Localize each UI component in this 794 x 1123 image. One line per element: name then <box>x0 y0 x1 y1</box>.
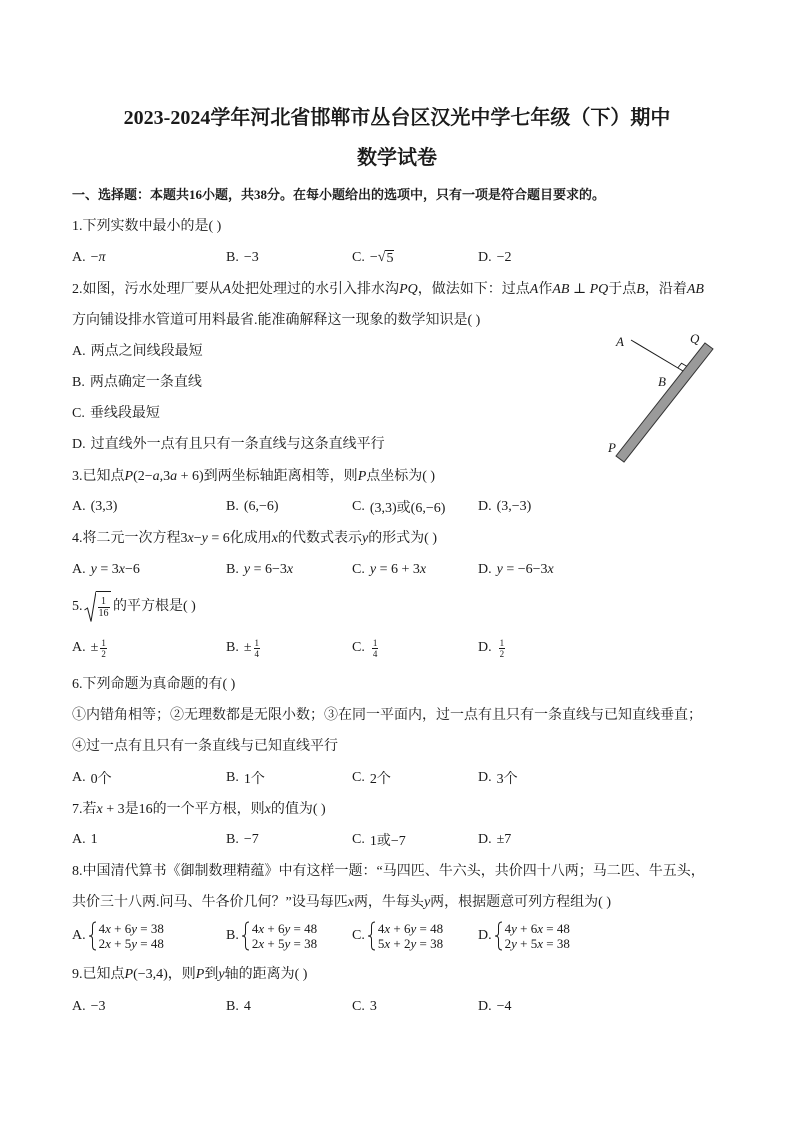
math-variable: P <box>124 469 134 484</box>
option-value: 1个 <box>243 772 265 787</box>
q8-option-c <box>352 920 443 952</box>
math-variable: x <box>96 802 103 817</box>
q6-option-a <box>72 768 112 788</box>
option-value: −3 <box>90 999 106 1014</box>
option-value: 垂线段最短 <box>89 406 160 421</box>
option-label: A. <box>72 499 86 514</box>
math-variable: x <box>264 802 271 817</box>
math-variable: P <box>195 967 205 982</box>
math-variable: x <box>419 562 427 577</box>
q2-figure <box>603 328 733 473</box>
option-label: C. <box>352 832 365 847</box>
fraction <box>372 638 379 659</box>
math-variable: y <box>511 936 517 951</box>
math-variable: A <box>222 282 232 297</box>
math-variable: B <box>695 282 704 297</box>
option-label: D. <box>478 770 492 785</box>
option-value: y = 6 + 3x <box>369 562 427 577</box>
q5-stem <box>72 590 472 624</box>
equation-1: 4y + 6x = 48 <box>504 921 570 936</box>
equation-2: 2y + 5x = 38 <box>504 936 570 951</box>
option-value: 过直线外一点有且只有一条直线与这条直线平行 <box>90 437 385 452</box>
option-value: 0个 <box>90 772 112 787</box>
fraction <box>98 596 110 619</box>
numerator: 1 <box>101 595 106 607</box>
q1-options <box>0 248 794 268</box>
math-variable: π <box>98 250 106 265</box>
equation-2: 2x + 5y = 48 <box>98 936 164 951</box>
q3-option-a <box>72 497 117 517</box>
q9-option-b <box>226 997 251 1017</box>
equation-system <box>378 921 443 951</box>
option-value: −3 <box>243 250 259 265</box>
math-variable: x <box>258 921 265 936</box>
q3-options <box>0 497 794 517</box>
q2-stem-line2: 方向铺设排水管道可用料最省.能准确解释这一现象的数学知识是( ) <box>72 313 481 328</box>
label-b: B <box>658 374 666 389</box>
numerator: 1 <box>499 637 505 648</box>
option-value: y = 3x−6 <box>90 562 140 577</box>
q5-option-c <box>352 634 378 662</box>
q4-options <box>0 560 794 580</box>
math-variable: B <box>560 282 570 297</box>
q3-option-b <box>226 497 279 517</box>
denominator: 16 <box>98 607 109 619</box>
q2-option-d <box>72 435 385 455</box>
denominator: 2 <box>499 648 505 659</box>
option-value: (3,3) <box>90 499 118 514</box>
math-variable: P <box>124 967 134 982</box>
option-value: 1 <box>90 832 98 847</box>
option-value: (6,−6) <box>243 499 279 514</box>
q6-statements-line1: ①内错角相等；②无理数都是无限小数；③在同一平面内，过一点有且只有一条直线与已知直线垂直； <box>72 708 702 723</box>
q6-option-c <box>352 768 391 788</box>
q2-stem-line1: 2.如图，污水处理厂要从A处把处理过的水引入排水沟PQ，做法如下：过点A作AB ⊥ PQ于点B，沿着AB <box>72 282 704 297</box>
q7-options <box>0 830 794 850</box>
option-value: 两点确定一条直线 <box>89 375 202 390</box>
denominator: 4 <box>372 648 378 659</box>
option-value: 两点之间线段最短 <box>90 344 203 359</box>
option-label: B. <box>226 928 239 943</box>
math-variable: y <box>284 921 291 936</box>
q6-option-d <box>478 768 518 788</box>
fraction <box>499 638 506 659</box>
q6-options <box>0 768 794 788</box>
q9-option-d <box>478 997 512 1017</box>
math-variable: x <box>286 562 294 577</box>
math-variable: y <box>284 936 291 951</box>
option-label: C. <box>352 562 365 577</box>
option-label: B. <box>72 375 85 390</box>
q5-option-d <box>478 634 505 662</box>
math-variable: x <box>547 562 554 577</box>
math-variable: y <box>131 921 138 936</box>
equation-1: 4x + 6y = 48 <box>251 921 318 936</box>
math-variable: x <box>384 921 391 936</box>
option-value: −π <box>90 250 106 265</box>
math-variable: y <box>90 562 97 577</box>
option-label: A. <box>72 999 86 1014</box>
numerator: 1 <box>372 637 378 648</box>
option-label: D. <box>478 832 492 847</box>
q9-options <box>0 997 794 1017</box>
radical-sign-path <box>85 592 97 622</box>
numerator: 1 <box>254 637 260 648</box>
math-variable: P <box>399 282 408 297</box>
left-brace-icon <box>241 921 250 951</box>
equation-system <box>252 921 317 951</box>
q2-option-c <box>72 404 160 424</box>
q7-option-a <box>72 830 98 850</box>
radicand <box>96 591 111 622</box>
radicand: 5 <box>386 251 394 266</box>
q1-option-b <box>226 248 259 268</box>
option-value: 1或−7 <box>369 834 406 849</box>
option-value: ±7 <box>496 832 512 847</box>
math-variable: A <box>552 282 561 297</box>
option-label: C. <box>352 999 365 1014</box>
option-value: 3个 <box>496 772 518 787</box>
q4-option-c <box>352 560 426 580</box>
denominator: 4 <box>254 648 260 659</box>
q2-option-b <box>72 373 202 393</box>
option-label: C. <box>72 406 85 421</box>
math-variable: x <box>347 895 354 910</box>
q8-option-a <box>72 920 164 952</box>
math-variable: y <box>423 895 431 910</box>
math-variable: x <box>537 921 544 936</box>
q5-number: 5. <box>72 599 83 614</box>
q5-option-b <box>226 634 260 662</box>
math-variable: P <box>589 282 599 297</box>
q5-options <box>0 634 794 662</box>
q7-stem: 7.若x + 3是16的一个平方根，则x的值为( ) <box>72 802 326 817</box>
q3-option-d <box>478 497 531 517</box>
option-value: −2 <box>496 250 512 265</box>
plus-minus: ± <box>90 640 99 655</box>
option-value: 3 <box>369 999 377 1014</box>
q7-option-c <box>352 830 406 850</box>
math-variable: Q <box>598 282 609 297</box>
q1-stem: 1.下列实数中最小的是( ) <box>72 219 222 234</box>
option-value: (3,−3) <box>496 499 532 514</box>
math-variable: x <box>271 531 278 546</box>
q7-option-b <box>226 830 259 850</box>
option-label: C. <box>352 499 365 514</box>
option-label: D. <box>478 928 492 943</box>
q2-option-a <box>72 342 203 362</box>
option-value: −4 <box>496 999 512 1014</box>
option-label: D. <box>478 999 492 1014</box>
option-label: C. <box>352 640 365 655</box>
q3-stem: 3.已知点P(2−a,3a + 6)到两坐标轴距离相等，则P点坐标为( ) <box>72 469 436 484</box>
math-variable: y <box>496 562 503 577</box>
option-value: 2个 <box>369 772 391 787</box>
brace-path <box>495 922 502 950</box>
math-variable: y <box>243 562 251 577</box>
math-variable: A <box>529 282 539 297</box>
q8-option-d <box>478 920 570 952</box>
equation-system <box>99 921 164 951</box>
math-variable: y <box>410 936 417 951</box>
section-heading: 一、选择题：本题共16小题，共38分。在每小题给出的选项中，只有一项是符合题目要求的。 <box>72 187 606 202</box>
equation-1: 4x + 6y = 48 <box>377 921 444 936</box>
drainage-ditch-pq <box>616 343 713 462</box>
equation-2: 2x + 5y = 38 <box>251 936 318 951</box>
option-label: D. <box>478 640 492 655</box>
exam-title-line2: 数学试卷 <box>357 147 437 169</box>
math-variable: y <box>361 531 369 546</box>
option-label: A. <box>72 562 86 577</box>
math-variable: Q <box>407 282 418 297</box>
fraction <box>100 638 107 659</box>
math-variable: y <box>511 921 517 936</box>
exam-title-line1: 2023-2024学年河北省邯郸市丛台区汉光中学七年级（下）期中 <box>123 107 671 129</box>
q9-stem: 9.已知点P(−3,4)，则P到y轴的距离为( ) <box>72 967 308 982</box>
q1-option-d <box>478 248 512 268</box>
radical-sign-icon <box>84 591 96 623</box>
option-label: A. <box>72 770 86 785</box>
q4-option-b <box>226 560 293 580</box>
q6-option-b <box>226 768 265 788</box>
brace-path <box>368 922 375 950</box>
q8-options <box>0 920 794 952</box>
math-variable: A <box>686 282 696 297</box>
option-label: B. <box>226 250 239 265</box>
denominator: 2 <box>101 648 106 659</box>
radical-prefix: −√ <box>369 250 386 265</box>
option-label: B. <box>226 832 239 847</box>
q3-option-c <box>352 497 445 517</box>
option-value: y = −6−3x <box>496 562 554 577</box>
q9-option-a <box>72 997 106 1017</box>
math-variable: a <box>152 469 160 484</box>
option-label: D. <box>478 499 492 514</box>
equation-2: 5x + 2y = 38 <box>377 936 444 951</box>
option-value: (3,3)或(6,−6) <box>369 501 446 516</box>
option-value: y = 6−3x <box>243 562 294 577</box>
plus-minus: ± <box>243 640 252 655</box>
math-variable: y <box>218 967 225 982</box>
option-label: A. <box>72 640 86 655</box>
option-value: −7 <box>243 832 259 847</box>
option-label: D. <box>72 437 86 452</box>
math-variable: P <box>357 469 367 484</box>
q4-option-d <box>478 560 554 580</box>
q6-stem: 6.下列命题为真命题的有( ) <box>72 677 236 692</box>
math-variable: x <box>258 936 265 951</box>
math-variable: x <box>384 936 391 951</box>
option-label: A. <box>72 344 86 359</box>
math-variable: y <box>131 936 138 951</box>
option-label: B. <box>226 499 239 514</box>
option-label: B. <box>226 770 239 785</box>
option-label: B. <box>226 999 239 1014</box>
option-value: 4 <box>243 999 251 1014</box>
option-label: D. <box>478 562 492 577</box>
label-a: A <box>616 334 624 349</box>
math-variable: x <box>118 562 125 577</box>
numerator: 1 <box>101 637 106 648</box>
equation-1: 4x + 6y = 38 <box>98 921 164 936</box>
left-brace-icon <box>88 921 97 951</box>
option-label: A. <box>72 928 86 943</box>
q7-option-d <box>478 830 511 850</box>
q1-option-c <box>352 248 394 268</box>
equation-system <box>505 921 570 951</box>
brace-path <box>89 922 96 950</box>
q5-suffix: 的平方根是( ) <box>113 599 196 614</box>
q8-option-b <box>226 920 317 952</box>
option-label: B. <box>226 640 239 655</box>
math-variable: x <box>105 921 111 936</box>
q8-stem-line1: 8.中国清代算书《御制数理精蕴》中有这样一题：“马四匹、牛六头，共价四十八两；马二匹、牛五头， <box>72 864 705 879</box>
option-label: C. <box>352 770 365 785</box>
option-label: C. <box>352 928 365 943</box>
option-label: A. <box>72 250 86 265</box>
math-variable: y <box>201 531 208 546</box>
q9-option-c <box>352 997 377 1017</box>
math-variable: x <box>537 936 544 951</box>
math-variable: y <box>369 562 377 577</box>
q8-stem-line2: 共价三十八两.问马、牛各价几何？”设马每匹x两，牛每头y两，根据题意可列方程组为( ) <box>72 895 611 910</box>
math-variable: x <box>105 936 111 951</box>
math-variable: x <box>187 531 194 546</box>
q4-option-a <box>72 560 140 580</box>
label-p: P <box>608 440 616 455</box>
option-label: A. <box>72 832 86 847</box>
math-variable: y <box>410 921 417 936</box>
segment-ab <box>631 340 683 371</box>
label-q: Q <box>690 331 700 346</box>
q4-stem: 4.将二元一次方程3x−y = 6化成用x的代数式表示y的形式为( ) <box>72 531 438 546</box>
left-brace-icon <box>494 921 503 951</box>
option-label: C. <box>352 250 365 265</box>
option-label: B. <box>226 562 239 577</box>
math-variable: a <box>170 469 178 484</box>
brace-path <box>242 922 249 950</box>
left-brace-icon <box>367 921 376 951</box>
q6-statements-line2: ④过一点有且只有一条直线与已知直线平行 <box>72 739 338 754</box>
q5-option-a <box>72 634 107 662</box>
q1-option-a <box>72 248 106 268</box>
fraction <box>254 638 261 659</box>
math-variable: B <box>636 282 645 297</box>
option-label: D. <box>478 250 492 265</box>
